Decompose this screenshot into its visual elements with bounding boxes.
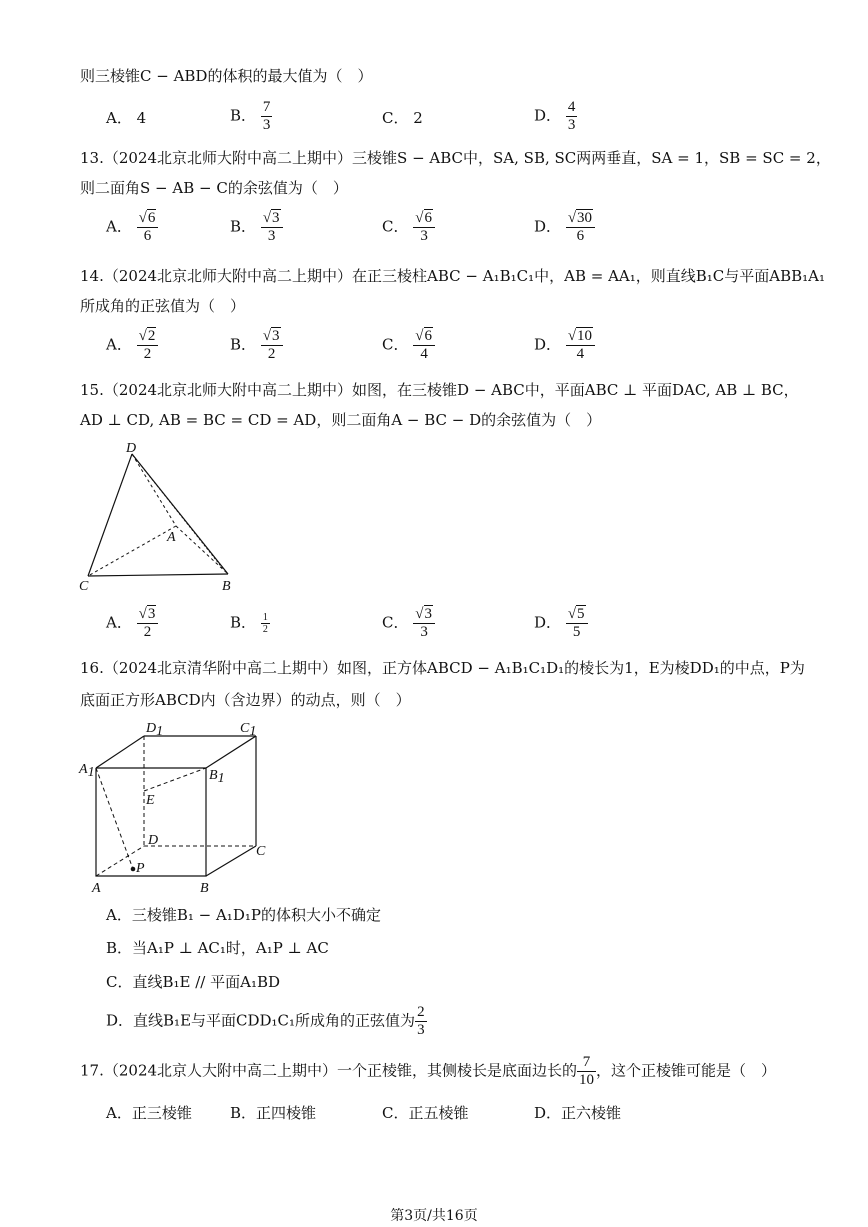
q12-option-a: A． 4 [106, 109, 147, 127]
q16-option-c: C．直线B₁E // 平面A₁BD [106, 973, 281, 991]
q14-option-b: B． $\frac{√3}{2}$ [230, 328, 283, 363]
q16-stem-line2: 底面正方形ABCD内（含边界）的动点，则（ ） [80, 691, 411, 709]
q17-option-d: D．正六棱锥 [534, 1104, 622, 1122]
q13-option-b: B． $\frac{√3}{3}$ [230, 210, 283, 245]
q13-option-c: C． $\frac{√6}{3}$ [382, 210, 435, 245]
q16-cube-figure [76, 714, 276, 898]
q15-option-a: A． $\frac{√3}{2}$ [106, 606, 158, 641]
q12-option-b: B． $\frac{7}{3}$ [230, 99, 271, 133]
q16-option-a: A．三棱锥B₁ − A₁D₁P的体积大小不确定 [106, 906, 381, 924]
q13-option-d: D． $\frac{√30}{6}$ [534, 210, 595, 245]
q17-option-a: A．正三棱锥 [106, 1104, 192, 1122]
q15-tetrahedron-figure [76, 440, 246, 595]
q15-option-c: C． $\frac{√3}{3}$ [382, 606, 435, 641]
q12-stem-tail: 则三棱锥C − ABD的体积的最大值为（ ） [80, 67, 373, 85]
q14-option-c: C． $\frac{√6}{4}$ [382, 328, 435, 363]
q16-label-b: B [200, 881, 209, 896]
q14-stem-line2: 所成角的正弦值为（ ） [80, 297, 246, 315]
q13-stem-line1: 13.（2024北京北师大附中高二上期中）三棱锥S − ABC中，SA, SB, SC两两垂直，SA = 1，SB = SC = 2， [80, 149, 831, 167]
q16-label-d1: D1 [146, 721, 164, 739]
q13-option-a: A． $\frac{√6}{6}$ [106, 210, 158, 245]
q16-label-a: A [92, 881, 101, 896]
q12-option-d: D． $\frac{4}{3}$ [534, 99, 576, 133]
q14-stem-line1: 14.（2024北京北师大附中高二上期中）在正三棱柱ABC − A₁B₁C₁中，AB = AA₁，则直线B₁C与平面ABB₁A₁ [80, 267, 826, 285]
q16-label-c: C [256, 844, 266, 859]
q16-stem-line1: 16.（2024北京清华附中高二上期中）如图，正方体ABCD − A₁B₁C₁D₁的棱长为1，E为棱DD₁的中点，P为 [80, 659, 805, 677]
q17-option-b: B．正四棱锥 [230, 1104, 317, 1122]
q12-option-c: C． 2 [382, 109, 423, 127]
q16-label-a1: A1 [79, 762, 95, 780]
q16-label-c1: C1 [240, 721, 257, 739]
q15-option-b: B． $\frac{1}{2}$ [230, 612, 268, 635]
q17-option-c: C．正五棱锥 [382, 1104, 469, 1122]
q17-stem-line1: 17.（2024北京人大附中高二上期中）一个正棱锥，其侧棱长是底面边长的 $\frac{7}{10}$ ，这个正棱锥可能是（ ） [80, 1054, 777, 1088]
q14-option-a: A． $\frac{√2}{2}$ [106, 328, 158, 363]
q16-label-b1: B1 [209, 768, 225, 786]
q16-option-b: B．当A₁P ⊥ AC₁时，A₁P ⊥ AC [106, 939, 329, 957]
q15-label-b: B [222, 579, 231, 594]
q16-label-p: P [136, 861, 145, 876]
q16-option-d: D．直线B₁E与平面CDD₁C₁所成角的正弦值为 $\frac{2}{3}$ [106, 1004, 425, 1038]
q14-option-d: D． $\frac{√10}{4}$ [534, 328, 595, 363]
page-footer: 第3页/共16页 [390, 1208, 478, 1224]
q15-option-d: D． $\frac{√5}{5}$ [534, 606, 588, 641]
q16-label-e: E [146, 793, 155, 808]
q15-label-d: D [126, 441, 137, 456]
q13-stem-line2: 则二面角S − AB − C的余弦值为（ ） [80, 179, 348, 197]
q15-stem-line1: 15.（2024北京北师大附中高二上期中）如图，在三棱锥D − ABC中，平面ABC ⊥ 平面DAC, AB ⊥ BC， [80, 381, 799, 399]
q15-label-a: A [167, 530, 176, 545]
q15-stem-line2: AD ⊥ CD, AB = BC = CD = AD，则二面角A − BC − D的余弦值为（ ） [80, 411, 602, 429]
q15-label-c: C [79, 579, 89, 594]
q16-label-d: D [148, 833, 159, 848]
